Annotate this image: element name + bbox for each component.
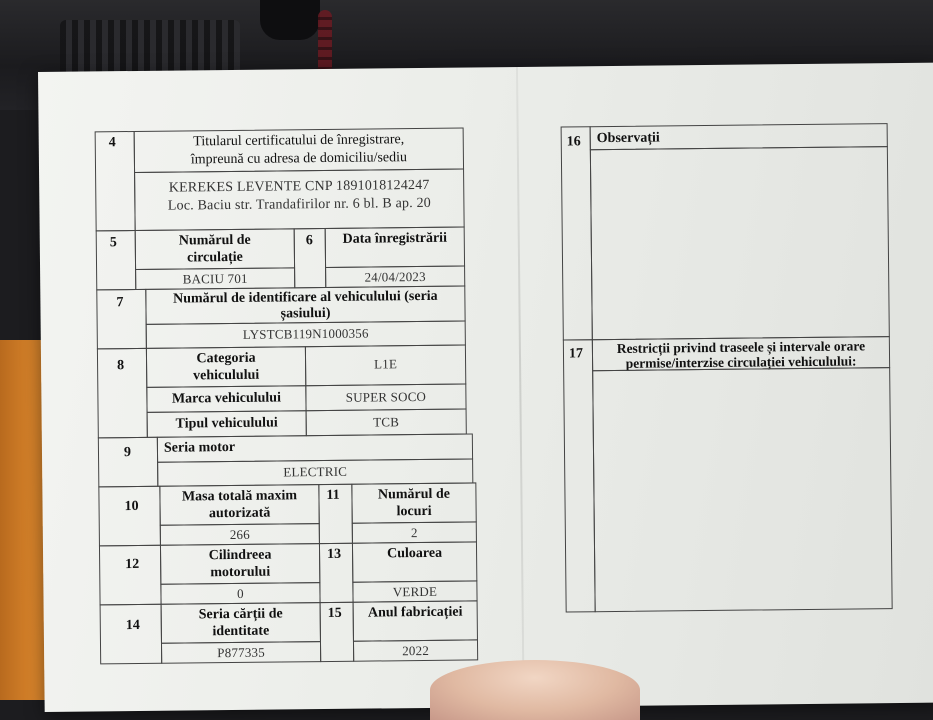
field-10-label-line1: Masa totală maxim bbox=[181, 488, 298, 505]
registration-certificate-card bbox=[38, 63, 933, 712]
field-10-number-cell bbox=[98, 486, 161, 547]
left-panel bbox=[95, 127, 481, 671]
owner-address: Loc. Baciu str. Trandafirilor nr. 6 bl. B ap. 20 bbox=[167, 195, 432, 214]
field-5-label-line1: Numărul de bbox=[178, 232, 251, 249]
field-11-number: 11 bbox=[326, 487, 340, 504]
vehicle-type: TCB bbox=[373, 414, 400, 430]
right-panel bbox=[561, 123, 896, 616]
field-4-title-line1: Titularul certificatului de înregistrare, bbox=[193, 132, 405, 150]
field-13-number: 13 bbox=[326, 546, 342, 562]
field-7-number: 7 bbox=[116, 295, 124, 311]
observations-label: Observații bbox=[596, 130, 660, 147]
field-6-number: 6 bbox=[305, 233, 313, 249]
field-10-number: 10 bbox=[124, 498, 139, 515]
registration-date: 24/04/2023 bbox=[364, 268, 426, 285]
vehicle-category: L1E bbox=[373, 356, 398, 372]
field-17-number-cell bbox=[563, 339, 596, 612]
vehicle-make: SUPER SOCO bbox=[345, 388, 427, 405]
vehicle-color: VERDE bbox=[392, 583, 438, 600]
category-label-line2: vehiculului bbox=[193, 367, 260, 384]
owner-name-cnp: KEREKES LEVENTE CNP 1891018124247 bbox=[168, 177, 430, 196]
field-15-number: 15 bbox=[327, 605, 342, 621]
field-14-label-line1: Seria cărții de bbox=[198, 606, 283, 623]
field-5-label-line2: circulație bbox=[187, 249, 243, 266]
engine-series-label: Seria motor bbox=[163, 439, 236, 456]
engine-series: ELECTRIC bbox=[283, 463, 348, 480]
field-17-number: 17 bbox=[568, 346, 584, 362]
vin-number: LYSTCB119N1000356 bbox=[242, 325, 369, 342]
field-11-label-line1: Numărul de bbox=[377, 486, 450, 503]
field-14-label-line2: identitate bbox=[212, 623, 270, 640]
field-10-label-line2: autorizată bbox=[208, 505, 271, 522]
field-9-number: 9 bbox=[123, 445, 132, 461]
field-12-number: 12 bbox=[125, 556, 140, 573]
restrictions-area bbox=[592, 367, 893, 612]
field-12-label-line2: motorului bbox=[210, 564, 271, 581]
id-card-series: P877335 bbox=[217, 644, 265, 661]
field-4-title-line2: împreună cu adresa de domiciliu/sediu bbox=[190, 150, 408, 168]
observations-area bbox=[590, 146, 890, 340]
seat-count: 2 bbox=[410, 525, 418, 541]
field-16-number: 16 bbox=[566, 134, 581, 150]
plate-number: BACIU 701 bbox=[182, 270, 248, 287]
color-label: Culoarea bbox=[387, 545, 443, 562]
manufacture-year-label: Anul fabricației bbox=[367, 604, 463, 621]
field-16-number-cell bbox=[561, 126, 593, 340]
dashboard-slot bbox=[260, 0, 320, 40]
field-12-number-cell bbox=[99, 545, 162, 606]
field-14-number: 14 bbox=[125, 617, 140, 634]
field-8-number: 8 bbox=[117, 358, 125, 374]
manufacture-year: 2022 bbox=[402, 642, 430, 659]
engine-capacity: 0 bbox=[237, 585, 244, 601]
thumb-holding-card bbox=[430, 660, 640, 720]
field-6-label: Data înregistrării bbox=[342, 230, 448, 247]
field-12-label-line1: Cilindreea bbox=[208, 547, 272, 564]
field-4-number: 4 bbox=[108, 135, 116, 151]
category-label-line1: Categoria bbox=[196, 350, 256, 367]
card-fold bbox=[516, 67, 525, 707]
field-11-label-line2: locuri bbox=[396, 503, 432, 520]
restrictions-label-line2: permise/interzise circulației vehiculului: bbox=[625, 353, 857, 371]
field-7-label-line1: Numărul de identificare al vehiculului (seria bbox=[173, 288, 438, 307]
field-5-number: 5 bbox=[109, 235, 117, 251]
make-label: Marca vehiculului bbox=[171, 390, 282, 407]
restrictions-label-line1: Restricții privind traseele și intervale orare bbox=[616, 338, 866, 356]
field-7-label-line2: șasiului) bbox=[280, 305, 331, 322]
max-mass: 266 bbox=[229, 526, 250, 543]
type-label: Tipul vehiculului bbox=[175, 415, 278, 432]
